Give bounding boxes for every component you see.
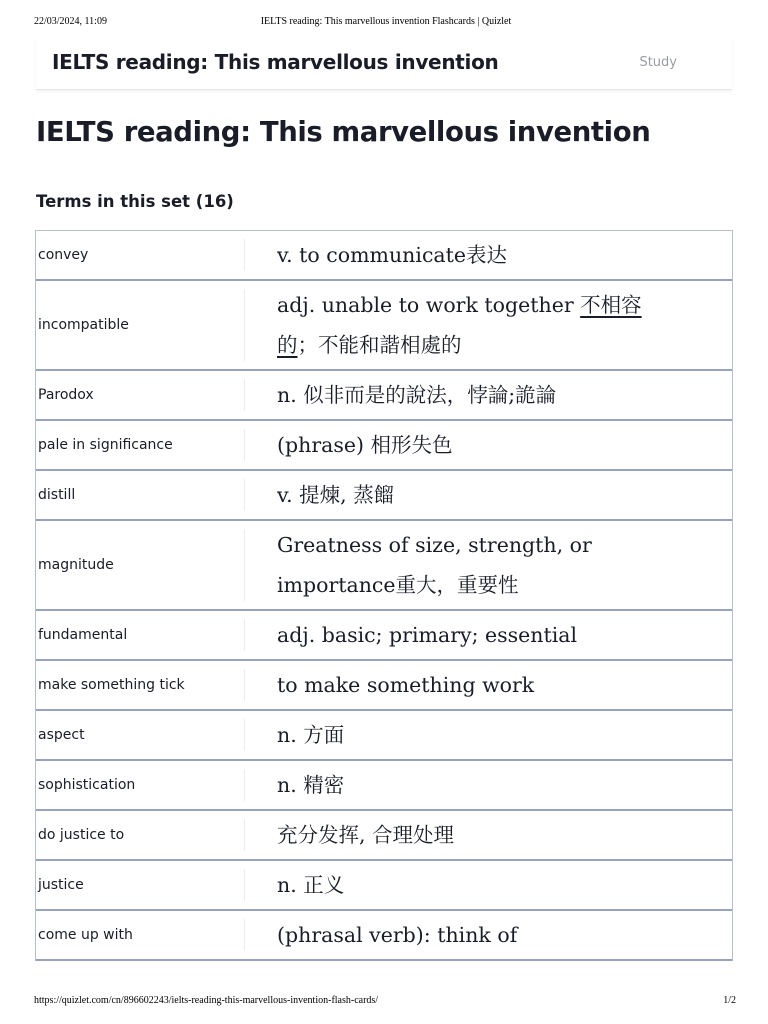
term-row <box>36 661 732 711</box>
column-divider <box>244 429 245 461</box>
term-row <box>36 421 732 471</box>
term-word: justice <box>38 877 84 893</box>
print-url: https://quizlet.com/cn/896602243/ielts-reading-this-marvellous-invention-flash-cards/ <box>34 995 379 1006</box>
top-bar <box>36 38 732 90</box>
term-row <box>36 811 732 861</box>
term-word: come up with <box>38 927 133 943</box>
print-page-title: IELTS reading: This marvellous invention Flashcards | Quizlet <box>260 16 512 27</box>
column-divider <box>244 529 245 601</box>
column-divider <box>244 379 245 411</box>
term-word: convey <box>38 247 89 263</box>
term-word: Parodox <box>38 387 94 403</box>
term-word: make something tick <box>38 677 185 693</box>
term-definition: n. 正义 <box>277 873 345 897</box>
column-divider <box>244 289 245 361</box>
term-definition <box>277 525 692 605</box>
definition-text: adj. unable to work together <box>277 293 581 317</box>
term-word: sophistication <box>38 777 136 793</box>
term-word: do justice to <box>38 827 125 843</box>
term-word: incompatible <box>38 317 129 333</box>
print-page-number: 1/2 <box>723 995 736 1006</box>
study-button[interactable]: Study <box>639 55 677 70</box>
term-row <box>36 761 732 811</box>
term-definition: v. 提煉, 蒸餾 <box>277 483 395 507</box>
term-row <box>36 711 732 761</box>
term-row <box>36 231 732 281</box>
definition-underlined-text: 不相容 <box>580 293 642 317</box>
term-word: aspect <box>38 727 85 743</box>
term-row <box>36 521 732 611</box>
print-datetime: 22/03/2024, 11:09 <box>34 16 107 27</box>
term-definition: n. 似非而是的說法，悖論;詭論 <box>277 383 557 407</box>
term-row <box>36 861 732 911</box>
term-definition: to make something work <box>277 673 535 697</box>
term-word: magnitude <box>38 557 114 573</box>
page-title: IELTS reading: This marvellous invention <box>36 116 651 148</box>
term-definition: n. 精密 <box>277 773 345 797</box>
column-divider <box>244 919 245 951</box>
term-word: fundamental <box>38 627 128 643</box>
term-row <box>36 281 732 371</box>
column-divider <box>244 819 245 851</box>
definition-text: ；不能和諧相處的 <box>297 333 462 357</box>
term-definition: n. 方面 <box>277 723 345 747</box>
term-row <box>36 611 732 661</box>
column-divider <box>244 719 245 751</box>
term-definition: (phrasal verb): think of <box>277 923 518 947</box>
column-divider <box>244 239 245 271</box>
column-divider <box>244 619 245 651</box>
term-definition <box>277 285 692 365</box>
terms-table <box>35 230 733 961</box>
definition-text: Greatness of size, strength, or <box>277 533 592 557</box>
column-divider <box>244 479 245 511</box>
definition-text: importance重大，重要性 <box>277 573 519 597</box>
term-word: pale in significance <box>38 437 173 453</box>
column-divider <box>244 669 245 701</box>
term-definition: adj. basic; primary; essential <box>277 623 578 647</box>
column-divider <box>244 869 245 901</box>
terms-heading: Terms in this set (16) <box>36 192 234 211</box>
term-row <box>36 471 732 521</box>
term-word: distill <box>38 487 76 503</box>
definition-underlined-text: 的 <box>277 333 298 357</box>
term-row <box>36 371 732 421</box>
column-divider <box>244 769 245 801</box>
print-footer <box>34 995 736 1006</box>
term-definition: 充分发挥, 合理处理 <box>277 823 455 847</box>
term-definition: (phrase) 相形失色 <box>277 433 453 457</box>
term-row <box>36 911 732 961</box>
set-title-header: IELTS reading: This marvellous invention <box>52 50 499 74</box>
term-definition: v. to communicate表达 <box>277 243 508 267</box>
